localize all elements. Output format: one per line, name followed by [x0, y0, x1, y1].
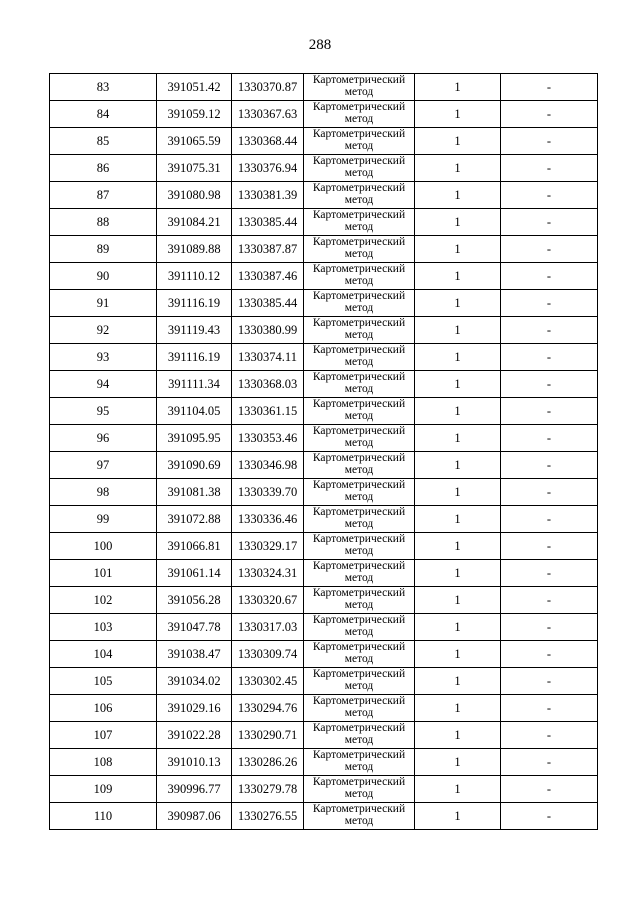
point-number-cell: 102 [50, 587, 157, 614]
x-coordinate-cell: 391059.12 [157, 101, 232, 128]
method-cell: Картометрический метод [304, 722, 415, 749]
table-row [50, 533, 598, 560]
accuracy-cell: 1 [415, 479, 501, 506]
method-cell: Картометрический метод [304, 641, 415, 668]
table-row [50, 560, 598, 587]
table-row [50, 776, 598, 803]
point-number-cell: 103 [50, 614, 157, 641]
accuracy-cell: 1 [415, 614, 501, 641]
accuracy-cell: 1 [415, 263, 501, 290]
point-number-cell: 108 [50, 749, 157, 776]
description-cell: - [501, 749, 598, 776]
x-coordinate-cell: 391084.21 [157, 209, 232, 236]
y-coordinate-cell: 1330387.46 [232, 263, 304, 290]
x-coordinate-cell: 391034.02 [157, 668, 232, 695]
point-number-cell: 107 [50, 722, 157, 749]
y-coordinate-cell: 1330353.46 [232, 425, 304, 452]
accuracy-cell: 1 [415, 776, 501, 803]
accuracy-cell: 1 [415, 371, 501, 398]
description-cell: - [501, 209, 598, 236]
x-coordinate-cell: 391038.47 [157, 641, 232, 668]
description-cell: - [501, 452, 598, 479]
description-cell: - [501, 128, 598, 155]
accuracy-cell: 1 [415, 452, 501, 479]
accuracy-cell: 1 [415, 398, 501, 425]
y-coordinate-cell: 1330370.87 [232, 74, 304, 101]
point-number-cell: 96 [50, 425, 157, 452]
point-number-cell: 87 [50, 182, 157, 209]
method-cell: Картометрический метод [304, 101, 415, 128]
description-cell: - [501, 506, 598, 533]
description-cell: - [501, 371, 598, 398]
x-coordinate-cell: 391116.19 [157, 290, 232, 317]
table-row [50, 209, 598, 236]
y-coordinate-cell: 1330368.03 [232, 371, 304, 398]
y-coordinate-cell: 1330361.15 [232, 398, 304, 425]
x-coordinate-cell: 391080.98 [157, 182, 232, 209]
description-cell: - [501, 776, 598, 803]
method-cell: Картометрический метод [304, 560, 415, 587]
y-coordinate-cell: 1330324.31 [232, 560, 304, 587]
description-cell: - [501, 74, 598, 101]
y-coordinate-cell: 1330380.99 [232, 317, 304, 344]
description-cell: - [501, 722, 598, 749]
x-coordinate-cell: 391119.43 [157, 317, 232, 344]
x-coordinate-cell: 391089.88 [157, 236, 232, 263]
table-row [50, 344, 598, 371]
y-coordinate-cell: 1330317.03 [232, 614, 304, 641]
table-row [50, 749, 598, 776]
method-cell: Картометрический метод [304, 182, 415, 209]
table-row [50, 398, 598, 425]
accuracy-cell: 1 [415, 155, 501, 182]
accuracy-cell: 1 [415, 587, 501, 614]
method-cell: Картометрический метод [304, 614, 415, 641]
point-number-cell: 93 [50, 344, 157, 371]
description-cell: - [501, 587, 598, 614]
description-cell: - [501, 803, 598, 830]
description-cell: - [501, 641, 598, 668]
accuracy-cell: 1 [415, 506, 501, 533]
table-row [50, 587, 598, 614]
accuracy-cell: 1 [415, 560, 501, 587]
table-row [50, 803, 598, 830]
table-row [50, 101, 598, 128]
y-coordinate-cell: 1330286.26 [232, 749, 304, 776]
x-coordinate-cell: 391056.28 [157, 587, 232, 614]
description-cell: - [501, 317, 598, 344]
point-number-cell: 92 [50, 317, 157, 344]
y-coordinate-cell: 1330302.45 [232, 668, 304, 695]
coordinates-table-body [50, 74, 598, 830]
description-cell: - [501, 695, 598, 722]
x-coordinate-cell: 391072.88 [157, 506, 232, 533]
x-coordinate-cell: 391090.69 [157, 452, 232, 479]
method-cell: Картометрический метод [304, 398, 415, 425]
accuracy-cell: 1 [415, 317, 501, 344]
y-coordinate-cell: 1330385.44 [232, 209, 304, 236]
table-row [50, 155, 598, 182]
point-number-cell: 98 [50, 479, 157, 506]
x-coordinate-cell: 391111.34 [157, 371, 232, 398]
accuracy-cell: 1 [415, 128, 501, 155]
y-coordinate-cell: 1330374.11 [232, 344, 304, 371]
description-cell: - [501, 425, 598, 452]
point-number-cell: 83 [50, 74, 157, 101]
accuracy-cell: 1 [415, 803, 501, 830]
point-number-cell: 105 [50, 668, 157, 695]
method-cell: Картометрический метод [304, 155, 415, 182]
table-row [50, 614, 598, 641]
x-coordinate-cell: 391047.78 [157, 614, 232, 641]
x-coordinate-cell: 391116.19 [157, 344, 232, 371]
y-coordinate-cell: 1330320.67 [232, 587, 304, 614]
method-cell: Картометрический метод [304, 290, 415, 317]
point-number-cell: 89 [50, 236, 157, 263]
description-cell: - [501, 290, 598, 317]
table-row [50, 479, 598, 506]
x-coordinate-cell: 391066.81 [157, 533, 232, 560]
point-number-cell: 86 [50, 155, 157, 182]
table-row [50, 695, 598, 722]
method-cell: Картометрический метод [304, 74, 415, 101]
coordinates-table [49, 73, 598, 830]
description-cell: - [501, 479, 598, 506]
point-number-cell: 91 [50, 290, 157, 317]
method-cell: Картометрический метод [304, 749, 415, 776]
table-row [50, 371, 598, 398]
y-coordinate-cell: 1330368.44 [232, 128, 304, 155]
accuracy-cell: 1 [415, 425, 501, 452]
method-cell: Картометрический метод [304, 668, 415, 695]
x-coordinate-cell: 391022.28 [157, 722, 232, 749]
method-cell: Картометрический метод [304, 209, 415, 236]
x-coordinate-cell: 391110.12 [157, 263, 232, 290]
y-coordinate-cell: 1330387.87 [232, 236, 304, 263]
description-cell: - [501, 533, 598, 560]
description-cell: - [501, 560, 598, 587]
point-number-cell: 85 [50, 128, 157, 155]
table-row [50, 452, 598, 479]
y-coordinate-cell: 1330339.70 [232, 479, 304, 506]
description-cell: - [501, 236, 598, 263]
x-coordinate-cell: 391010.13 [157, 749, 232, 776]
point-number-cell: 95 [50, 398, 157, 425]
accuracy-cell: 1 [415, 290, 501, 317]
description-cell: - [501, 614, 598, 641]
page-number: 288 [308, 37, 332, 53]
method-cell: Картометрический метод [304, 128, 415, 155]
accuracy-cell: 1 [415, 101, 501, 128]
point-number-cell: 100 [50, 533, 157, 560]
table-row [50, 722, 598, 749]
point-number-cell: 94 [50, 371, 157, 398]
accuracy-cell: 1 [415, 209, 501, 236]
y-coordinate-cell: 1330381.39 [232, 182, 304, 209]
x-coordinate-cell: 391029.16 [157, 695, 232, 722]
table-row [50, 290, 598, 317]
accuracy-cell: 1 [415, 722, 501, 749]
y-coordinate-cell: 1330294.76 [232, 695, 304, 722]
point-number-cell: 101 [50, 560, 157, 587]
accuracy-cell: 1 [415, 74, 501, 101]
x-coordinate-cell: 390996.77 [157, 776, 232, 803]
table-row [50, 317, 598, 344]
y-coordinate-cell: 1330336.46 [232, 506, 304, 533]
method-cell: Картометрический метод [304, 236, 415, 263]
x-coordinate-cell: 391051.42 [157, 74, 232, 101]
table-row [50, 425, 598, 452]
method-cell: Картометрический метод [304, 803, 415, 830]
method-cell: Картометрический метод [304, 479, 415, 506]
description-cell: - [501, 263, 598, 290]
point-number-cell: 104 [50, 641, 157, 668]
description-cell: - [501, 398, 598, 425]
y-coordinate-cell: 1330367.63 [232, 101, 304, 128]
accuracy-cell: 1 [415, 749, 501, 776]
method-cell: Картометрический метод [304, 776, 415, 803]
table-row [50, 263, 598, 290]
point-number-cell: 97 [50, 452, 157, 479]
x-coordinate-cell: 391065.59 [157, 128, 232, 155]
y-coordinate-cell: 1330346.98 [232, 452, 304, 479]
method-cell: Картометрический метод [304, 695, 415, 722]
description-cell: - [501, 668, 598, 695]
point-number-cell: 84 [50, 101, 157, 128]
method-cell: Картометрический метод [304, 587, 415, 614]
x-coordinate-cell: 391061.14 [157, 560, 232, 587]
point-number-cell: 110 [50, 803, 157, 830]
description-cell: - [501, 344, 598, 371]
accuracy-cell: 1 [415, 641, 501, 668]
point-number-cell: 109 [50, 776, 157, 803]
table-row [50, 506, 598, 533]
point-number-cell: 88 [50, 209, 157, 236]
accuracy-cell: 1 [415, 344, 501, 371]
x-coordinate-cell: 391075.31 [157, 155, 232, 182]
x-coordinate-cell: 390987.06 [157, 803, 232, 830]
accuracy-cell: 1 [415, 533, 501, 560]
table-row [50, 128, 598, 155]
method-cell: Картометрический метод [304, 344, 415, 371]
accuracy-cell: 1 [415, 182, 501, 209]
accuracy-cell: 1 [415, 668, 501, 695]
y-coordinate-cell: 1330309.74 [232, 641, 304, 668]
method-cell: Картометрический метод [304, 533, 415, 560]
method-cell: Картометрический метод [304, 452, 415, 479]
point-number-cell: 90 [50, 263, 157, 290]
y-coordinate-cell: 1330279.78 [232, 776, 304, 803]
point-number-cell: 106 [50, 695, 157, 722]
x-coordinate-cell: 391104.05 [157, 398, 232, 425]
x-coordinate-cell: 391081.38 [157, 479, 232, 506]
method-cell: Картометрический метод [304, 506, 415, 533]
point-number-cell: 99 [50, 506, 157, 533]
method-cell: Картометрический метод [304, 425, 415, 452]
description-cell: - [501, 182, 598, 209]
method-cell: Картометрический метод [304, 317, 415, 344]
y-coordinate-cell: 1330385.44 [232, 290, 304, 317]
table-row [50, 74, 598, 101]
description-cell: - [501, 155, 598, 182]
x-coordinate-cell: 391095.95 [157, 425, 232, 452]
method-cell: Картометрический метод [304, 263, 415, 290]
table-row [50, 641, 598, 668]
y-coordinate-cell: 1330329.17 [232, 533, 304, 560]
y-coordinate-cell: 1330290.71 [232, 722, 304, 749]
table-row [50, 668, 598, 695]
description-cell: - [501, 101, 598, 128]
y-coordinate-cell: 1330376.94 [232, 155, 304, 182]
accuracy-cell: 1 [415, 236, 501, 263]
method-cell: Картометрический метод [304, 371, 415, 398]
table-row [50, 236, 598, 263]
accuracy-cell: 1 [415, 695, 501, 722]
table-row [50, 182, 598, 209]
y-coordinate-cell: 1330276.55 [232, 803, 304, 830]
